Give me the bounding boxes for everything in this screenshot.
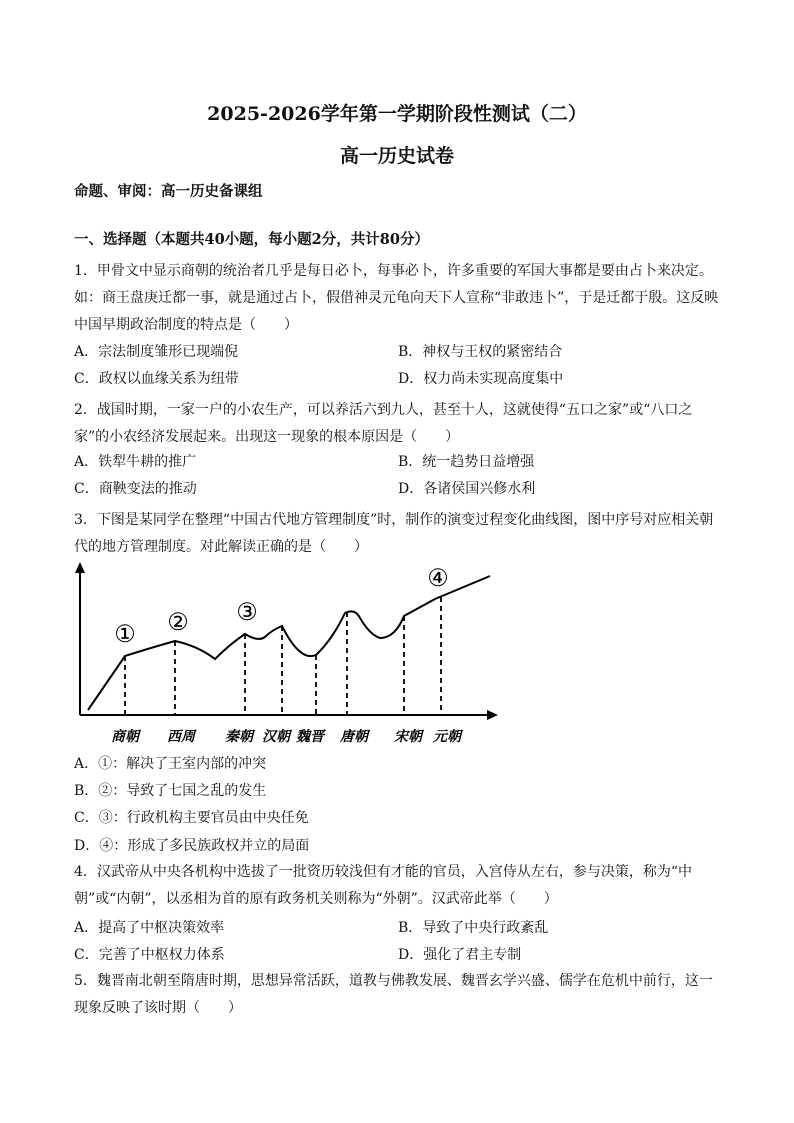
question-4-option-a: A．提高了中枢决策效率 bbox=[74, 920, 225, 936]
question-2-option-c: C．商鞅变法的推动 bbox=[74, 481, 197, 497]
question-4-stem: 4．汉武帝从中央各机构中选拔了一批资历较浅但有才能的官员，入宫侍从左右，参与决策，称为“中朝”或“内朝”，以丞相为首的原有政务机关则称为“外朝”。汉武帝此举（ ） bbox=[74, 864, 693, 907]
y-axis-arrow bbox=[75, 562, 85, 573]
category-label-7: 元朝 bbox=[433, 729, 461, 745]
circled-marker-0: ① bbox=[114, 620, 136, 648]
question-4-option-b: B．导致了中央行政紊乱 bbox=[398, 920, 549, 936]
question-2-option-a: A．铁犁牛耕的推广 bbox=[74, 454, 197, 470]
question-1-option-b: B．神权与王权的紧密结合 bbox=[398, 344, 563, 360]
question-2-stem: 2．战国时期，一家一户的小农生产，可以养活六到九人，甚至十人，这就使得“五口之家”或“八口之家”的小农经济发展起来。出现这一现象的根本原因是（ ） bbox=[74, 402, 693, 445]
question-3-option-b: B．②：导致了七国之乱的发生 bbox=[74, 783, 267, 799]
circled-marker-3: ④ bbox=[427, 564, 449, 592]
question-3-option-a: A．①：解决了王室内部的冲突 bbox=[74, 756, 267, 772]
section-header: 一、选择题（本题共40小题，每小题2分，共计80分） bbox=[74, 231, 429, 248]
category-label-3: 汉朝 bbox=[262, 729, 290, 745]
evolution-curve-chart bbox=[70, 560, 500, 750]
category-label-6: 宋朝 bbox=[394, 729, 422, 745]
exam-subtitle: 高一历史试卷 bbox=[339, 145, 454, 167]
circled-marker-2: ③ bbox=[236, 598, 258, 626]
category-label-5: 唐朝 bbox=[340, 729, 368, 745]
question-1-stem: 1．甲骨文中显示商朝的统治者几乎是每日必卜，每事必卜，许多重要的军国大事都是要由占卜来决定。如：商王盘庚迁都一事，就是通过占卜，假借神灵元龟向天下人宣称“非敢违卜”，于是迁都于殷。这反映中国早期政治制度的特点是（ ） bbox=[74, 263, 719, 333]
question-4-option-c: C．完善了中枢权力体系 bbox=[74, 947, 225, 963]
question-1-option-a: A．宗法制度雏形已现端倪 bbox=[74, 344, 239, 360]
question-3-stem: 3．下图是某同学在整理“中国古代地方管理制度”时，制作的演变过程变化曲线图，图中序号对应相关朝代的地方管理制度。对此解读正确的是（ ） bbox=[74, 512, 714, 555]
question-1-option-d: D．权力尚未实现高度集中 bbox=[398, 371, 564, 387]
author-line: 命题、审阅：高一历史备课组 bbox=[74, 183, 263, 200]
category-label-2: 秦朝 bbox=[225, 729, 253, 745]
exam-title: 2025-2026学年第一学期阶段性测试（二） bbox=[207, 103, 587, 125]
category-label-4: 魏晋 bbox=[296, 729, 324, 745]
category-label-0: 商朝 bbox=[111, 729, 139, 745]
question-2-option-d: D．各诸侯国兴修水利 bbox=[398, 481, 536, 497]
question-1-option-c: C．政权以血缘关系为纽带 bbox=[74, 371, 239, 387]
question-2-option-b: B．统一趋势日益增强 bbox=[398, 454, 535, 470]
circled-marker-1: ② bbox=[167, 608, 189, 636]
question-3-option-c: C．③：行政机构主要官员由中央任免 bbox=[74, 810, 309, 826]
question-4-option-d: D．强化了君主专制 bbox=[398, 947, 522, 963]
question-5-stem: 5．魏晋南北朝至隋唐时期，思想异常活跃，道教与佛教发展、魏晋玄学兴盛、儒学在危机中前行，这一现象反映了该时期（ ） bbox=[74, 973, 713, 1016]
category-label-1: 西周 bbox=[167, 729, 195, 745]
evolution-curve-svg bbox=[70, 560, 500, 750]
x-axis-arrow bbox=[487, 710, 498, 720]
evolution-curve bbox=[88, 576, 490, 710]
question-3-option-d: D．④：形成了多民族政权并立的局面 bbox=[74, 838, 310, 854]
